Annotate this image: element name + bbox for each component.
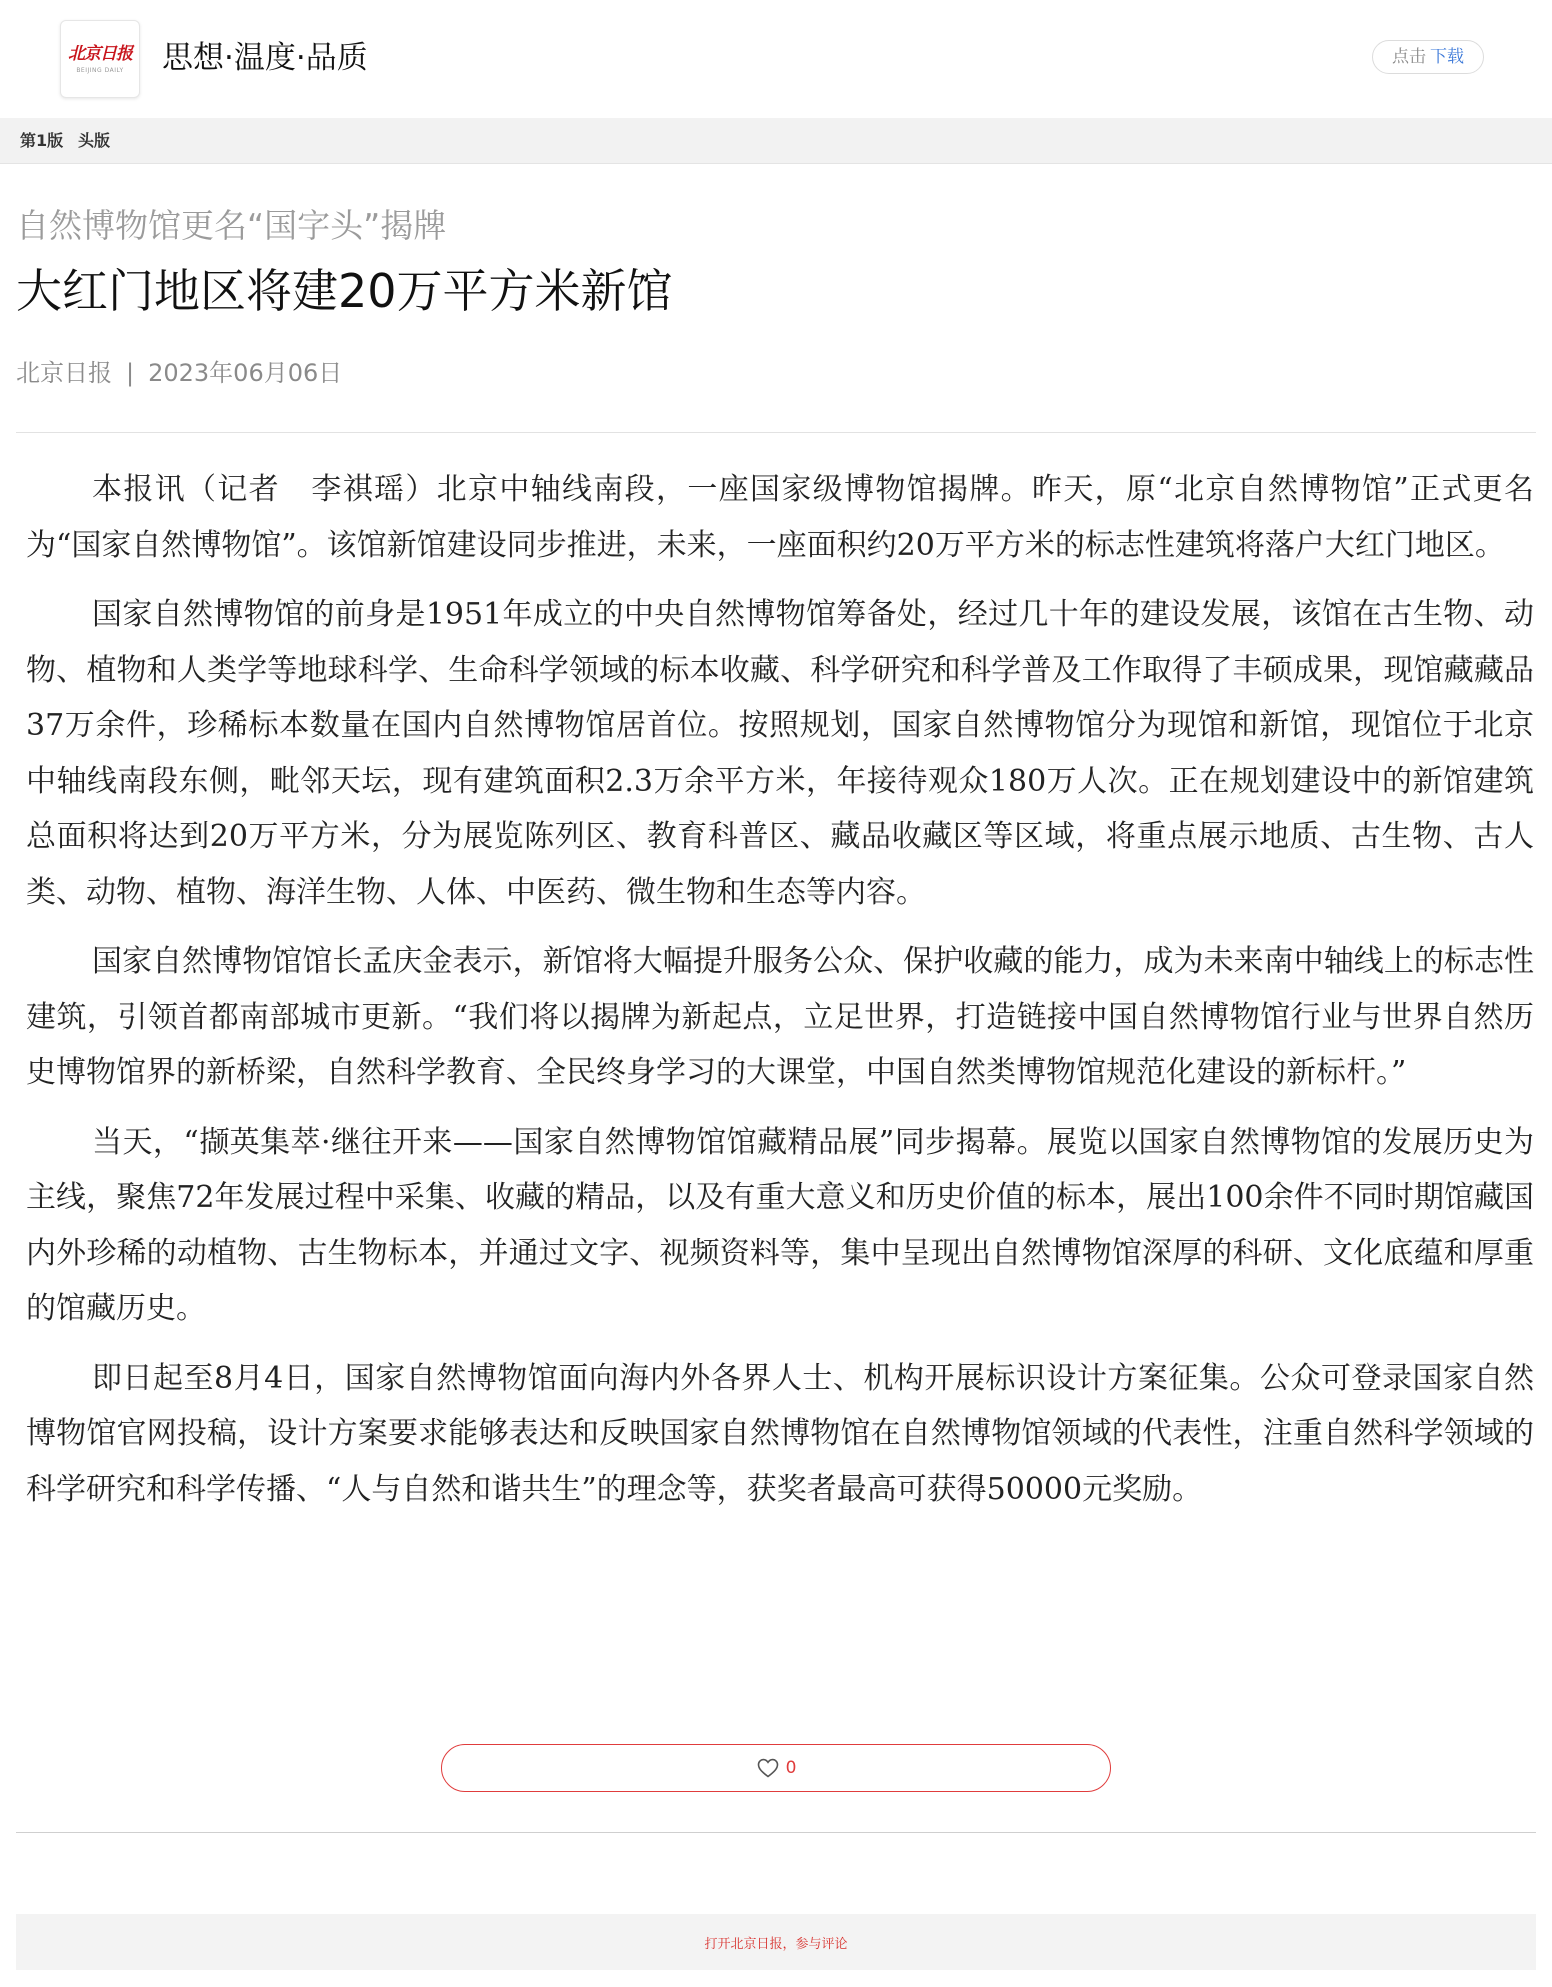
app-header <box>0 0 1552 118</box>
like-button[interactable] <box>441 1744 1111 1792</box>
article-paragraph: 当天，“撷英集萃·继往开来——国家自然博物馆馆藏精品展”同步揭幕。展览以国家自然博物馆的发展历史为主线，聚焦72年发展过程中采集、收藏的精品，以及有重大意义和历史价值的标本，展出100余件不同时期馆藏国内外珍稀的动植物、古生物标本，并通过文字、视频资料等，集中呈现出自然博物馆深厚的科研、文化底蕴和厚重的馆藏历史。 <box>26 1124 1534 1326</box>
comment-bar <box>16 1914 1536 1970</box>
article-source: 北京日报 <box>16 359 112 387</box>
beijing-daily-logo[interactable] <box>60 20 140 98</box>
footer-divider <box>16 1832 1536 1833</box>
edition-section-name[interactable]: 头版 <box>78 131 111 150</box>
logo-wordmark: 北京日报 <box>68 44 132 64</box>
heart-outline-icon <box>756 1756 780 1780</box>
download-link: 下载 <box>1430 47 1464 67</box>
download-prefix: 点击 <box>1392 47 1426 67</box>
meta-separator: | <box>126 359 135 387</box>
download-app-button[interactable] <box>1372 40 1484 74</box>
edition-bar <box>0 118 1552 164</box>
article-paragraph: 国家自然博物馆的前身是1951年成立的中央自然博物馆筹备处，经过几十年的建设发展，该馆在古生物、动物、植物和人类学等地球科学、生命科学领域的标本收藏、科学研究和科学普及工作取得了丰硕成果，现馆藏藏品37万余件，珍稀标本数量在国内自然博物馆居首位。按照规划，国家自然博物馆分为现馆和新馆，现馆位于北京中轴线南段东侧，毗邻天坛，现有建筑面积2.3万余平方米，年接待观众180万人次。正在规划建设中的新馆建筑总面积将达到20万平方米，分为展览陈列区、教育科普区、藏品收藏区等区域，将重点展示地质、古生物、古人类、动物、植物、海洋生物、人体、中医药、微生物和生态等内容。 <box>26 597 1534 910</box>
article-date: 2023年06月06日 <box>148 359 343 387</box>
header-divider <box>16 432 1536 433</box>
article-paragraph: 本报讯（记者 李祺瑶）北京中轴线南段，一座国家级博物馆揭牌。昨天，原“北京自然博物馆”正式更名为“国家自然博物馆”。该馆新馆建设同步推进，未来，一座面积约20万平方米的标志性建筑将落户大红门地区。 <box>26 472 1534 563</box>
article-body <box>26 462 1534 1531</box>
article-paragraph: 国家自然博物馆馆长孟庆金表示，新馆将大幅提升服务公众、保护收藏的能力，成为未来南中轴线上的标志性建筑，引领首都南部城市更新。“我们将以揭牌为新起点，立足世界，打造链接中国自然博物馆行业与世界自然历史博物馆界的新桥梁，自然科学教育、全民终身学习的大课堂，中国自然类博物馆规范化建设的新标杆。” <box>26 944 1534 1090</box>
article-title: 大红门地区将建20万平方米新馆 <box>16 264 673 318</box>
article-meta <box>16 356 342 390</box>
like-count: 0 <box>785 1758 797 1778</box>
open-app-comment-link[interactable]: 打开北京日报，参与评论 <box>704 1936 848 1952</box>
header-slogan: 思想·温度·品质 <box>162 40 368 76</box>
article-paragraph: 即日起至8月4日，国家自然博物馆面向海内外各界人士、机构开展标识设计方案征集。公众可登录国家自然博物馆官网投稿，设计方案要求能够表达和反映国家自然博物馆在自然博物馆领域的代表性，注重自然科学领域的科学研究和科学传播、“人与自然和谐共生”的理念等，获奖者最高可获得50000元奖励。 <box>26 1360 1534 1507</box>
article-subtitle: 自然博物馆更名“国字头”揭牌 <box>16 206 447 245</box>
logo-subtext: BEIJING DAILY <box>76 67 124 74</box>
edition-page-number[interactable]: 第1版 <box>20 131 64 150</box>
